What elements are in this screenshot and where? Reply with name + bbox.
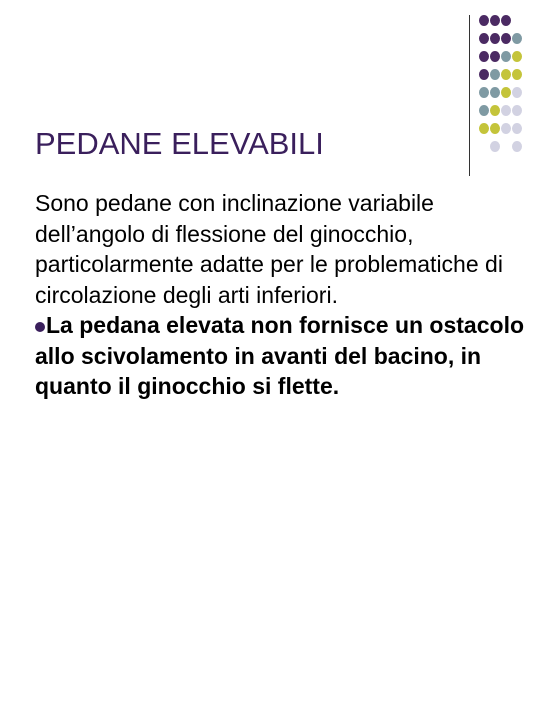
decor-dot [501, 123, 511, 134]
bullet-dot-icon [35, 322, 45, 332]
decor-dot [512, 33, 522, 44]
decor-dot [479, 87, 489, 98]
decor-dot [479, 33, 489, 44]
decor-dot [490, 51, 500, 62]
decor-dot [512, 51, 522, 62]
decor-dot [501, 51, 511, 62]
decor-dot [512, 69, 522, 80]
decor-dot [479, 69, 489, 80]
decor-dot [490, 105, 500, 116]
bullet-paragraph [35, 310, 525, 402]
decor-dot [512, 105, 522, 116]
decor-dot [501, 15, 511, 26]
decor-dot [490, 141, 500, 152]
decor-dot [490, 15, 500, 26]
decor-dot [501, 105, 511, 116]
decor-dot [501, 33, 511, 44]
vertical-rule [469, 15, 470, 176]
decor-dot [501, 87, 511, 98]
decor-dot [512, 123, 522, 134]
decor-dot [479, 123, 489, 134]
decor-dot [479, 105, 489, 116]
decor-dot [479, 51, 489, 62]
body-paragraph: Sono pedane con inclinazione variabile dell’angolo di flessione del ginocchio, particolarmente adatte per le problematiche di circolazione degli arti inferiori. [35, 190, 503, 308]
decor-dot [490, 69, 500, 80]
decor-dot [501, 69, 511, 80]
slide-title: PEDANE ELEVABILI [35, 125, 324, 161]
slide-body [35, 188, 525, 402]
decor-dot [490, 87, 500, 98]
decor-dot [490, 123, 500, 134]
bullet-paragraph-text: La pedana elevata non fornisce un ostacolo allo scivolamento in avanti del bacino, in quanto il ginocchio si flette. [35, 312, 525, 399]
decor-dot [512, 87, 522, 98]
decor-dot [479, 15, 489, 26]
decor-dot [490, 33, 500, 44]
decor-dot [512, 141, 522, 152]
